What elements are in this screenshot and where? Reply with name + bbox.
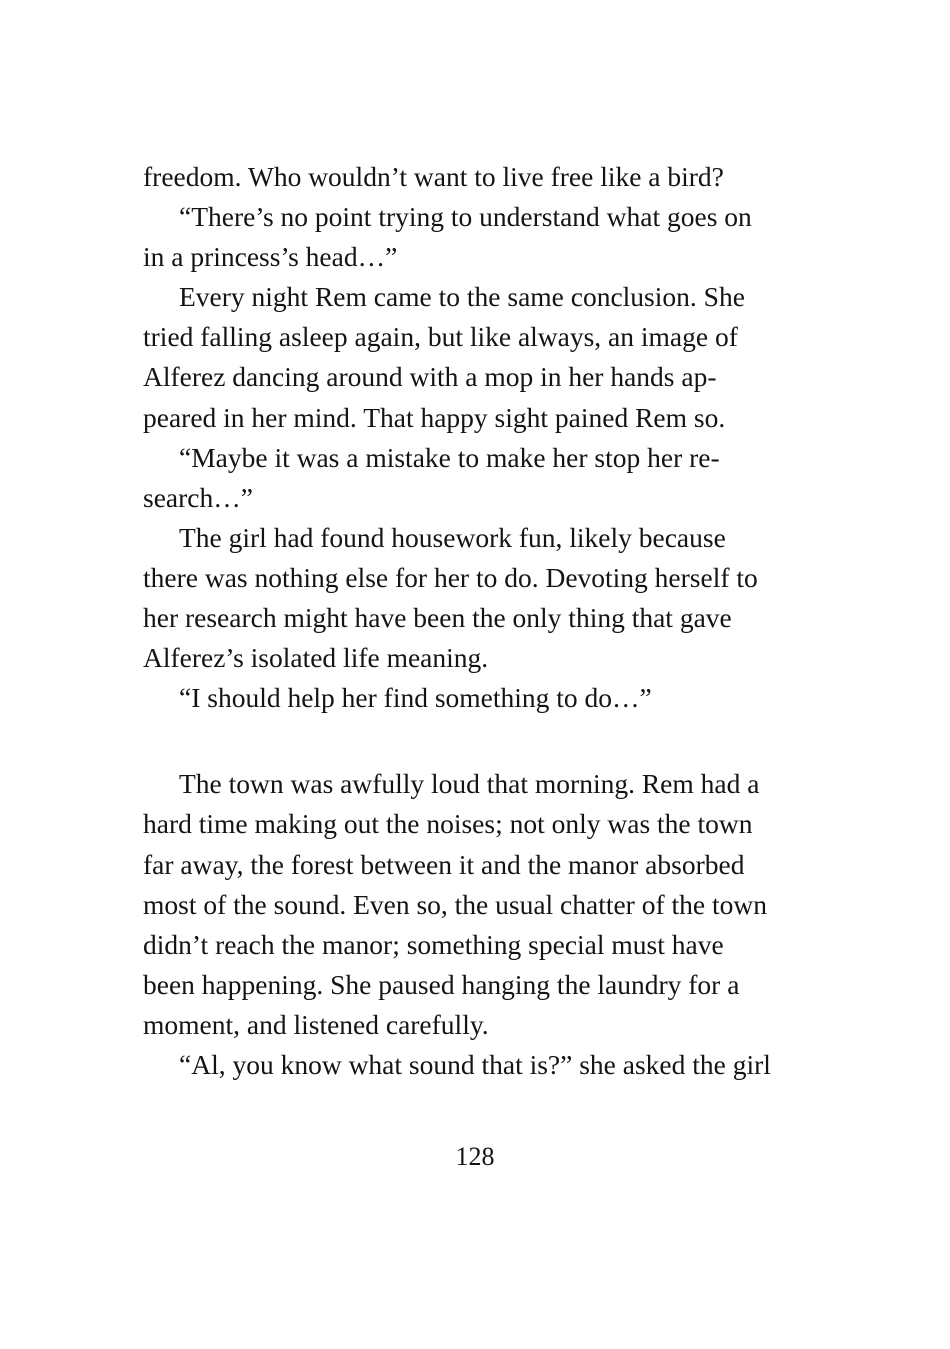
page-number: 128 <box>455 1142 495 1171</box>
text-line: been happening. She paused hanging the laundry for a <box>143 968 740 1000</box>
text-line: there was nothing else for her to do. Devoting herself to <box>143 561 758 593</box>
scene-break <box>143 718 808 764</box>
text-line: The girl had found housework fun, likely because <box>179 521 726 553</box>
text-line: “There’s no point trying to understand what goes on <box>179 201 752 233</box>
text-line: Every night Rem came to the same conclusion. She <box>179 281 745 313</box>
text-line: Alferez’s isolated life meaning. <box>143 642 489 674</box>
text-line: her research might have been the only thing that gave <box>143 602 732 634</box>
text-line: moment, and listened carefully. <box>143 1008 489 1040</box>
text-line: “I should help her find something to do…” <box>179 682 652 714</box>
text-line: “Maybe it was a mistake to make her stop her re- <box>179 441 720 473</box>
text-line: in a princess’s head…” <box>143 241 398 273</box>
text-line: tried falling asleep again, but like always, an image of <box>143 321 738 353</box>
text-line: hard time making out the noises; not only was the town <box>143 808 753 840</box>
text-line: peared in her mind. That happy sight pained Rem so. <box>143 401 726 433</box>
text-line: far away, the forest between it and the manor absorbed <box>143 848 745 880</box>
body-text <box>143 157 808 1085</box>
text-line: Alferez dancing around with a mop in her hands ap- <box>143 361 717 393</box>
text-line: search…” <box>143 481 253 513</box>
text-line: freedom. Who wouldn’t want to live free like a bird? <box>143 161 724 192</box>
text-line: most of the sound. Even so, the usual chatter of the town <box>143 888 767 920</box>
text-line: “Al, you know what sound that is?” she asked the girl <box>179 1048 771 1080</box>
text-line: didn’t reach the manor; something special must have <box>143 928 724 960</box>
text-line: The town was awfully loud that morning. Rem had a <box>179 768 760 800</box>
